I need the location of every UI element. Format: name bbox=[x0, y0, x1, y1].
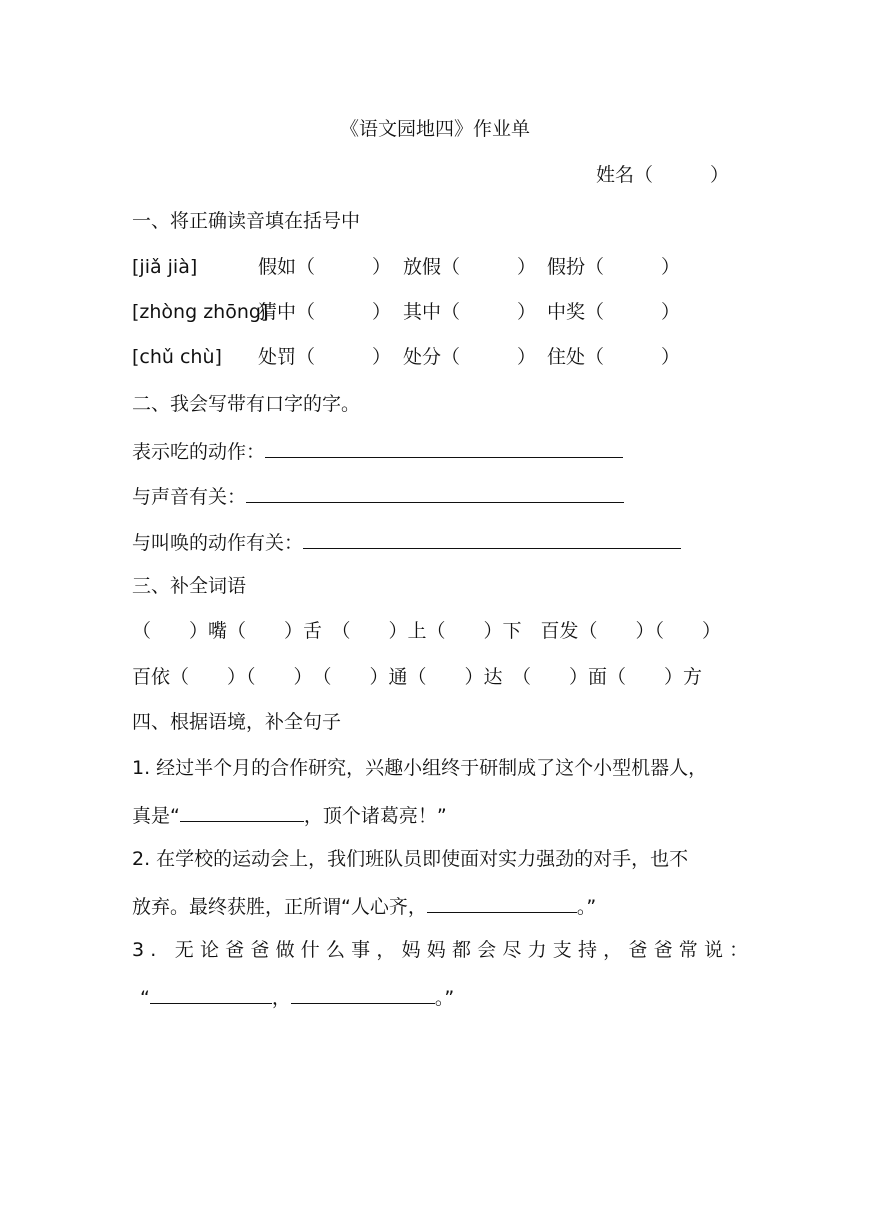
question-3-fill bbox=[140, 983, 454, 1011]
question-2-text: 2. 在学校的运动会上，我们班队员即使面对实力强劲的对手，也不 bbox=[132, 848, 689, 870]
quote-open: “ bbox=[140, 987, 150, 1009]
section3-heading: 三、补全词语 bbox=[132, 575, 247, 597]
answer-underline[interactable] bbox=[150, 983, 272, 1004]
answer-underline[interactable] bbox=[291, 983, 435, 1004]
pinyin-label: [chǔ chù] bbox=[132, 346, 222, 368]
word-blank: 住处（ ） bbox=[547, 346, 681, 368]
word-blank: 处罚（ ） bbox=[258, 346, 392, 368]
quote-close: 。” bbox=[434, 987, 455, 1009]
question-3-text: 3. 无论爸爸做什么事，妈妈都会尽力支持，爸爸常说： bbox=[132, 939, 755, 961]
quote-comma: ， bbox=[271, 987, 291, 1009]
quote-suffix: ，顶个诸葛亮！” bbox=[303, 805, 447, 827]
pinyin-label: [jiǎ jià] bbox=[132, 256, 198, 278]
section4-heading: 四、根据语境，补全句子 bbox=[132, 711, 342, 733]
fill-line-label: 表示吃的动作： bbox=[132, 441, 266, 463]
fill-line bbox=[132, 437, 623, 465]
question-1-fill bbox=[132, 801, 447, 829]
quote-suffix: 。” bbox=[576, 896, 597, 918]
quote-prefix: 真是“ bbox=[132, 805, 180, 827]
word-blank: 放假（ ） bbox=[403, 256, 537, 278]
word-blank: 假扮（ ） bbox=[547, 256, 681, 278]
section1-heading: 一、将正确读音填在括号中 bbox=[132, 210, 361, 232]
section2-heading: 二、我会写带有口字的字。 bbox=[132, 393, 361, 415]
word-blank: 中奖（ ） bbox=[547, 301, 681, 323]
answer-underline[interactable] bbox=[246, 482, 624, 503]
pinyin-label: [zhòng zhōng] bbox=[132, 301, 269, 323]
fill-line bbox=[132, 482, 624, 510]
question-2-fill bbox=[132, 892, 596, 920]
word-blank: 猜中（ ） bbox=[258, 301, 392, 323]
fill-line-label: 与声音有关： bbox=[132, 486, 247, 508]
fill-line bbox=[132, 528, 681, 556]
word-blank: 其中（ ） bbox=[403, 301, 537, 323]
idiom-row: 百依（ ）（ ） （ ）通（ ）达 （ ）面（ ）方 bbox=[132, 666, 703, 688]
answer-underline[interactable] bbox=[180, 801, 304, 822]
name-field-label: 姓名（ ） bbox=[596, 164, 730, 186]
answer-underline[interactable] bbox=[303, 528, 681, 549]
idiom-row: （ ）嘴（ ）舌 （ ）上（ ）下 百发（ ）（ ） bbox=[132, 620, 722, 642]
page-title: 《语文园地四》作业单 bbox=[339, 118, 530, 140]
fill-line-label: 与叫唤的动作有关： bbox=[132, 532, 304, 554]
answer-underline[interactable] bbox=[427, 892, 577, 913]
question-1-text: 1. 经过半个月的合作研究，兴趣小组终于研制成了这个小型机器人， bbox=[132, 757, 708, 779]
word-blank: 处分（ ） bbox=[403, 346, 537, 368]
answer-underline[interactable] bbox=[265, 437, 623, 458]
word-blank: 假如（ ） bbox=[258, 256, 392, 278]
quote-prefix: 放弃。最终获胜，正所谓“人心齐， bbox=[132, 896, 427, 918]
